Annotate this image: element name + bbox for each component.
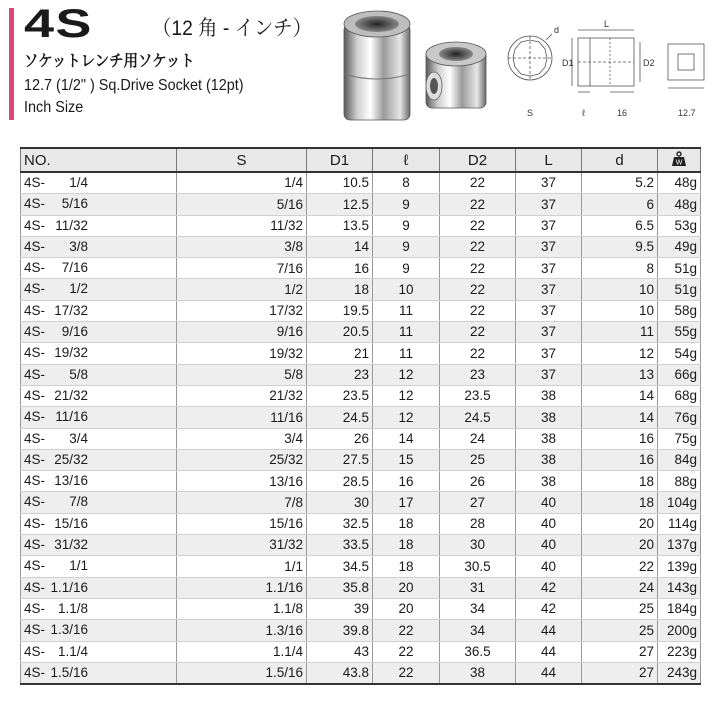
table-row bbox=[21, 556, 701, 577]
cell-w: 66g bbox=[658, 364, 701, 385]
cell-w: 223g bbox=[658, 641, 701, 662]
cell-l: 18 bbox=[373, 535, 440, 556]
cell-no bbox=[21, 449, 177, 470]
cell-no bbox=[21, 535, 177, 556]
cell-prefix: 4S- bbox=[24, 387, 46, 403]
cell-s: 11/16 bbox=[177, 407, 307, 428]
cell-l: 9 bbox=[373, 215, 440, 236]
cell-prefix: 4S- bbox=[24, 238, 46, 254]
cell-d: 27 bbox=[582, 641, 658, 662]
cell-prefix: 4S- bbox=[24, 366, 46, 382]
table-row bbox=[21, 172, 701, 194]
cell-d1: 21 bbox=[307, 343, 373, 364]
dim-S-label: S bbox=[527, 108, 534, 118]
cell-s: 1.1/16 bbox=[177, 577, 307, 598]
cell-d: 18 bbox=[582, 471, 658, 492]
table-row bbox=[21, 449, 701, 470]
cell-d: 16 bbox=[582, 449, 658, 470]
cell-d2: 22 bbox=[440, 236, 516, 257]
cell-size: 21/32 bbox=[54, 387, 88, 403]
cell-L: 38 bbox=[516, 449, 582, 470]
cell-prefix: 4S- bbox=[24, 558, 46, 574]
cell-size: 1.1/16 bbox=[50, 579, 88, 595]
cell-size: 31/32 bbox=[54, 537, 88, 553]
cell-no bbox=[21, 556, 177, 577]
cell-d: 14 bbox=[582, 385, 658, 406]
table-row bbox=[21, 471, 701, 492]
cell-d2: 31 bbox=[440, 577, 516, 598]
cell-l: 8 bbox=[373, 172, 440, 194]
cell-size: 9/16 bbox=[61, 324, 88, 340]
cell-no bbox=[21, 343, 177, 364]
table-row bbox=[21, 364, 701, 385]
cell-s: 1/2 bbox=[177, 279, 307, 300]
cell-d2: 22 bbox=[440, 279, 516, 300]
cell-d2: 22 bbox=[440, 194, 516, 215]
cell-d: 18 bbox=[582, 492, 658, 513]
cell-s: 5/16 bbox=[177, 194, 307, 215]
table-row bbox=[21, 236, 701, 257]
cell-s: 9/16 bbox=[177, 322, 307, 343]
cell-l: 20 bbox=[373, 577, 440, 598]
cell-d: 25 bbox=[582, 598, 658, 619]
cell-no bbox=[21, 598, 177, 619]
cell-l: 9 bbox=[373, 236, 440, 257]
cell-d1: 28.5 bbox=[307, 471, 373, 492]
cell-size: 11/16 bbox=[55, 409, 88, 425]
cell-s: 25/32 bbox=[177, 449, 307, 470]
cell-l: 11 bbox=[373, 343, 440, 364]
cell-d: 8 bbox=[582, 258, 658, 279]
cell-L: 38 bbox=[516, 407, 582, 428]
cell-d: 27 bbox=[582, 662, 658, 684]
cell-d2: 38 bbox=[440, 662, 516, 684]
cell-w: 243g bbox=[658, 662, 701, 684]
cell-L: 37 bbox=[516, 194, 582, 215]
cell-d1: 34.5 bbox=[307, 556, 373, 577]
cell-size: 5/16 bbox=[61, 196, 88, 212]
table-row bbox=[21, 385, 701, 406]
cell-d: 20 bbox=[582, 513, 658, 534]
cell-l: 22 bbox=[373, 620, 440, 641]
cell-d1: 30 bbox=[307, 492, 373, 513]
cell-L: 40 bbox=[516, 556, 582, 577]
cell-d1: 33.5 bbox=[307, 535, 373, 556]
cell-prefix: 4S- bbox=[24, 515, 46, 531]
cell-no bbox=[21, 407, 177, 428]
table-row bbox=[21, 343, 701, 364]
cell-size: 5/8 bbox=[69, 366, 88, 382]
cell-d2: 30 bbox=[440, 535, 516, 556]
cell-d: 13 bbox=[582, 364, 658, 385]
cell-d: 6 bbox=[582, 194, 658, 215]
cell-prefix: 4S- bbox=[24, 537, 46, 553]
cell-l: 22 bbox=[373, 641, 440, 662]
cell-l: 9 bbox=[373, 258, 440, 279]
cell-prefix: 4S- bbox=[24, 302, 46, 318]
cell-d2: 36.5 bbox=[440, 641, 516, 662]
cell-d2: 22 bbox=[440, 215, 516, 236]
cell-l: 18 bbox=[373, 556, 440, 577]
cell-d2: 28 bbox=[440, 513, 516, 534]
cell-size: 17/32 bbox=[54, 302, 88, 318]
cell-w: 58g bbox=[658, 300, 701, 321]
spec-table bbox=[20, 147, 701, 685]
table-row bbox=[21, 577, 701, 598]
cell-d2: 22 bbox=[440, 300, 516, 321]
table-row bbox=[21, 662, 701, 684]
cell-d1: 23.5 bbox=[307, 385, 373, 406]
cell-no bbox=[21, 364, 177, 385]
cell-w: 68g bbox=[658, 385, 701, 406]
table-row bbox=[21, 279, 701, 300]
cell-size: 1.5/16 bbox=[50, 664, 88, 680]
cell-w: 88g bbox=[658, 471, 701, 492]
cell-no bbox=[21, 662, 177, 684]
cell-L: 37 bbox=[516, 364, 582, 385]
cell-d1: 39.8 bbox=[307, 620, 373, 641]
cell-s: 17/32 bbox=[177, 300, 307, 321]
cell-s: 1.5/16 bbox=[177, 662, 307, 684]
cell-no bbox=[21, 279, 177, 300]
header-d: d bbox=[582, 148, 658, 172]
cell-no bbox=[21, 172, 177, 194]
cell-s: 1/4 bbox=[177, 172, 307, 194]
cell-s: 1.3/16 bbox=[177, 620, 307, 641]
cell-size: 1/4 bbox=[69, 175, 88, 190]
cell-d1: 23 bbox=[307, 364, 373, 385]
cell-size: 1/1 bbox=[69, 558, 88, 574]
table-row bbox=[21, 641, 701, 662]
cell-l: 22 bbox=[373, 662, 440, 684]
cell-d: 9.5 bbox=[582, 236, 658, 257]
cell-prefix: 4S- bbox=[24, 643, 46, 659]
cell-prefix: 4S- bbox=[24, 451, 46, 467]
cell-d2: 23 bbox=[440, 364, 516, 385]
cell-prefix: 4S- bbox=[24, 473, 46, 489]
socket-photo bbox=[330, 4, 502, 128]
cell-w: 55g bbox=[658, 322, 701, 343]
table-row bbox=[21, 215, 701, 236]
cell-w: 137g bbox=[658, 535, 701, 556]
table-row bbox=[21, 300, 701, 321]
cell-size: 25/32 bbox=[54, 451, 88, 467]
cell-L: 37 bbox=[516, 343, 582, 364]
cell-size: 7/16 bbox=[61, 260, 88, 276]
cell-w: 76g bbox=[658, 407, 701, 428]
cell-L: 37 bbox=[516, 215, 582, 236]
table-row bbox=[21, 407, 701, 428]
cell-d2: 23.5 bbox=[440, 385, 516, 406]
cell-s: 31/32 bbox=[177, 535, 307, 556]
large-socket-image bbox=[344, 11, 410, 120]
header-no: NO. bbox=[21, 148, 177, 172]
cell-d2: 34 bbox=[440, 620, 516, 641]
cell-d1: 18 bbox=[307, 279, 373, 300]
cell-no bbox=[21, 215, 177, 236]
cell-w: 75g bbox=[658, 428, 701, 449]
table-row bbox=[21, 428, 701, 449]
cell-s: 3/8 bbox=[177, 236, 307, 257]
cell-d1: 43 bbox=[307, 641, 373, 662]
cell-L: 37 bbox=[516, 172, 582, 194]
cell-no bbox=[21, 300, 177, 321]
table-row bbox=[21, 513, 701, 534]
dim-l-label: ℓ bbox=[582, 108, 585, 118]
small-socket-image bbox=[426, 42, 486, 108]
table-row bbox=[21, 194, 701, 215]
cell-d: 16 bbox=[582, 428, 658, 449]
cell-size: 11/32 bbox=[55, 217, 88, 233]
cell-size: 1.1/4 bbox=[57, 643, 88, 659]
cell-prefix: 4S- bbox=[24, 281, 46, 297]
cell-w: 54g bbox=[658, 343, 701, 364]
table-row bbox=[21, 598, 701, 619]
cell-size: 3/4 bbox=[69, 430, 88, 446]
cell-no bbox=[21, 322, 177, 343]
cell-l: 18 bbox=[373, 513, 440, 534]
cell-d: 10 bbox=[582, 300, 658, 321]
cell-size: 1/2 bbox=[69, 281, 88, 297]
cell-L: 38 bbox=[516, 428, 582, 449]
cell-d2: 27 bbox=[440, 492, 516, 513]
cell-d2: 22 bbox=[440, 322, 516, 343]
cell-d1: 27.5 bbox=[307, 449, 373, 470]
cell-d2: 22 bbox=[440, 258, 516, 279]
cell-s: 7/16 bbox=[177, 258, 307, 279]
cell-prefix: 4S- bbox=[24, 345, 46, 361]
cell-d1: 19.5 bbox=[307, 300, 373, 321]
cell-d: 20 bbox=[582, 535, 658, 556]
cell-L: 42 bbox=[516, 598, 582, 619]
cell-L: 44 bbox=[516, 620, 582, 641]
cell-l: 16 bbox=[373, 471, 440, 492]
svg-text:W: W bbox=[675, 159, 683, 166]
dim-d-label: d bbox=[554, 25, 560, 35]
cell-l: 14 bbox=[373, 428, 440, 449]
cell-L: 37 bbox=[516, 300, 582, 321]
dim-square-label: 12.7 bbox=[678, 108, 696, 118]
cell-w: 51g bbox=[658, 258, 701, 279]
cell-no bbox=[21, 194, 177, 215]
cell-no bbox=[21, 513, 177, 534]
cell-s: 19/32 bbox=[177, 343, 307, 364]
japanese-product-name: ソケットレンチ用ソケット bbox=[24, 53, 195, 70]
table-row bbox=[21, 492, 701, 513]
cell-no bbox=[21, 577, 177, 598]
cell-no bbox=[21, 471, 177, 492]
table-row bbox=[21, 535, 701, 556]
cell-s: 3/4 bbox=[177, 428, 307, 449]
cell-l: 12 bbox=[373, 407, 440, 428]
cell-l: 17 bbox=[373, 492, 440, 513]
cell-size: 13/16 bbox=[54, 473, 88, 489]
cell-d1: 35.8 bbox=[307, 577, 373, 598]
cell-no bbox=[21, 385, 177, 406]
cell-w: 84g bbox=[658, 449, 701, 470]
cell-w: 53g bbox=[658, 215, 701, 236]
cell-no bbox=[21, 492, 177, 513]
header-d1: D1 bbox=[307, 148, 373, 172]
cell-prefix: 4S- bbox=[24, 622, 46, 638]
size-type: Inch Size bbox=[24, 99, 84, 116]
cell-size: 1.3/16 bbox=[50, 622, 88, 638]
cell-l: 12 bbox=[373, 364, 440, 385]
table-header-row bbox=[21, 148, 701, 172]
cell-L: 38 bbox=[516, 385, 582, 406]
cell-l: 12 bbox=[373, 385, 440, 406]
cell-d: 25 bbox=[582, 620, 658, 641]
cell-d1: 20.5 bbox=[307, 322, 373, 343]
cell-d: 22 bbox=[582, 556, 658, 577]
cell-d1: 12.5 bbox=[307, 194, 373, 215]
weight-icon bbox=[671, 151, 687, 167]
dim-16-label: 16 bbox=[617, 108, 628, 118]
cell-no bbox=[21, 236, 177, 257]
cell-s: 13/16 bbox=[177, 471, 307, 492]
cell-s: 11/32 bbox=[177, 215, 307, 236]
cell-d: 12 bbox=[582, 343, 658, 364]
cell-size: 15/16 bbox=[54, 515, 88, 531]
cell-prefix: 4S- bbox=[24, 494, 46, 510]
cell-no bbox=[21, 620, 177, 641]
cell-d2: 30.5 bbox=[440, 556, 516, 577]
dim-D2-label: D2 bbox=[643, 58, 655, 68]
cell-w: 48g bbox=[658, 172, 701, 194]
cell-d2: 22 bbox=[440, 343, 516, 364]
cell-d: 11 bbox=[582, 322, 658, 343]
cell-L: 40 bbox=[516, 535, 582, 556]
cell-w: 200g bbox=[658, 620, 701, 641]
cell-d: 6.5 bbox=[582, 215, 658, 236]
table-row bbox=[21, 258, 701, 279]
cell-d1: 13.5 bbox=[307, 215, 373, 236]
cell-l: 10 bbox=[373, 279, 440, 300]
cell-s: 1/1 bbox=[177, 556, 307, 577]
cell-d2: 26 bbox=[440, 471, 516, 492]
cell-d1: 26 bbox=[307, 428, 373, 449]
model-title: 4S bbox=[24, 2, 93, 46]
english-product-name: 12.7 (1/2" ) Sq.Drive Socket (12pt) bbox=[24, 77, 244, 94]
cell-L: 37 bbox=[516, 322, 582, 343]
cell-l: 11 bbox=[373, 322, 440, 343]
cell-prefix: 4S- bbox=[24, 409, 46, 425]
cell-d: 10 bbox=[582, 279, 658, 300]
cell-L: 44 bbox=[516, 641, 582, 662]
cell-l: 11 bbox=[373, 300, 440, 321]
cell-s: 1.1/8 bbox=[177, 598, 307, 619]
cell-s: 7/8 bbox=[177, 492, 307, 513]
cell-prefix: 4S- bbox=[24, 430, 46, 446]
cell-w: 48g bbox=[658, 194, 701, 215]
header-weight bbox=[658, 148, 701, 172]
cell-l: 20 bbox=[373, 598, 440, 619]
cell-d: 24 bbox=[582, 577, 658, 598]
cell-d2: 24 bbox=[440, 428, 516, 449]
technical-drawing bbox=[500, 18, 712, 130]
cell-L: 40 bbox=[516, 492, 582, 513]
table-row bbox=[21, 620, 701, 641]
cell-prefix: 4S- bbox=[24, 324, 46, 340]
cell-s: 5/8 bbox=[177, 364, 307, 385]
cell-L: 42 bbox=[516, 577, 582, 598]
cell-d2: 25 bbox=[440, 449, 516, 470]
header-d2: D2 bbox=[440, 148, 516, 172]
cell-d: 5.2 bbox=[582, 172, 658, 194]
cell-prefix: 4S- bbox=[24, 217, 46, 233]
header-L: L bbox=[516, 148, 582, 172]
cell-prefix: 4S- bbox=[24, 600, 46, 616]
cell-L: 44 bbox=[516, 662, 582, 684]
cell-no bbox=[21, 258, 177, 279]
cell-w: 143g bbox=[658, 577, 701, 598]
cell-d1: 14 bbox=[307, 236, 373, 257]
cell-l: 15 bbox=[373, 449, 440, 470]
cell-w: 51g bbox=[658, 279, 701, 300]
cell-w: 49g bbox=[658, 236, 701, 257]
cell-d1: 39 bbox=[307, 598, 373, 619]
accent-bar bbox=[9, 8, 14, 120]
header-l: ℓ bbox=[373, 148, 440, 172]
cell-s: 1.1/4 bbox=[177, 641, 307, 662]
cell-d1: 43.8 bbox=[307, 662, 373, 684]
cell-L: 38 bbox=[516, 471, 582, 492]
cell-w: 139g bbox=[658, 556, 701, 577]
cell-size: 1.1/8 bbox=[57, 600, 88, 616]
cell-prefix: 4S- bbox=[24, 579, 46, 595]
cell-d: 14 bbox=[582, 407, 658, 428]
cell-L: 40 bbox=[516, 513, 582, 534]
table-row bbox=[21, 322, 701, 343]
cell-L: 37 bbox=[516, 279, 582, 300]
cell-w: 104g bbox=[658, 492, 701, 513]
cell-s: 15/16 bbox=[177, 513, 307, 534]
cell-w: 114g bbox=[658, 513, 701, 534]
cell-l: 9 bbox=[373, 194, 440, 215]
cell-size: 3/8 bbox=[69, 238, 88, 254]
cell-no bbox=[21, 641, 177, 662]
cell-size: 7/8 bbox=[69, 494, 88, 510]
cell-L: 37 bbox=[516, 236, 582, 257]
cell-prefix: 4S- bbox=[24, 196, 46, 212]
cell-d2: 24.5 bbox=[440, 407, 516, 428]
cell-size: 19/32 bbox=[54, 345, 88, 361]
cell-s: 21/32 bbox=[177, 385, 307, 406]
dim-L-label: L bbox=[604, 19, 610, 29]
cell-d1: 10.5 bbox=[307, 172, 373, 194]
cell-L: 37 bbox=[516, 258, 582, 279]
cell-d1: 16 bbox=[307, 258, 373, 279]
cell-prefix: 4S- bbox=[24, 175, 46, 190]
cell-prefix: 4S- bbox=[24, 664, 46, 680]
model-subtitle: （12 角 - インチ） bbox=[152, 17, 312, 40]
cell-d2: 22 bbox=[440, 172, 516, 194]
cell-d2: 34 bbox=[440, 598, 516, 619]
dim-D1-label: D1 bbox=[562, 58, 574, 68]
header-s: S bbox=[177, 148, 307, 172]
cell-prefix: 4S- bbox=[24, 260, 46, 276]
cell-no bbox=[21, 428, 177, 449]
cell-d1: 32.5 bbox=[307, 513, 373, 534]
cell-d1: 24.5 bbox=[307, 407, 373, 428]
cell-w: 184g bbox=[658, 598, 701, 619]
